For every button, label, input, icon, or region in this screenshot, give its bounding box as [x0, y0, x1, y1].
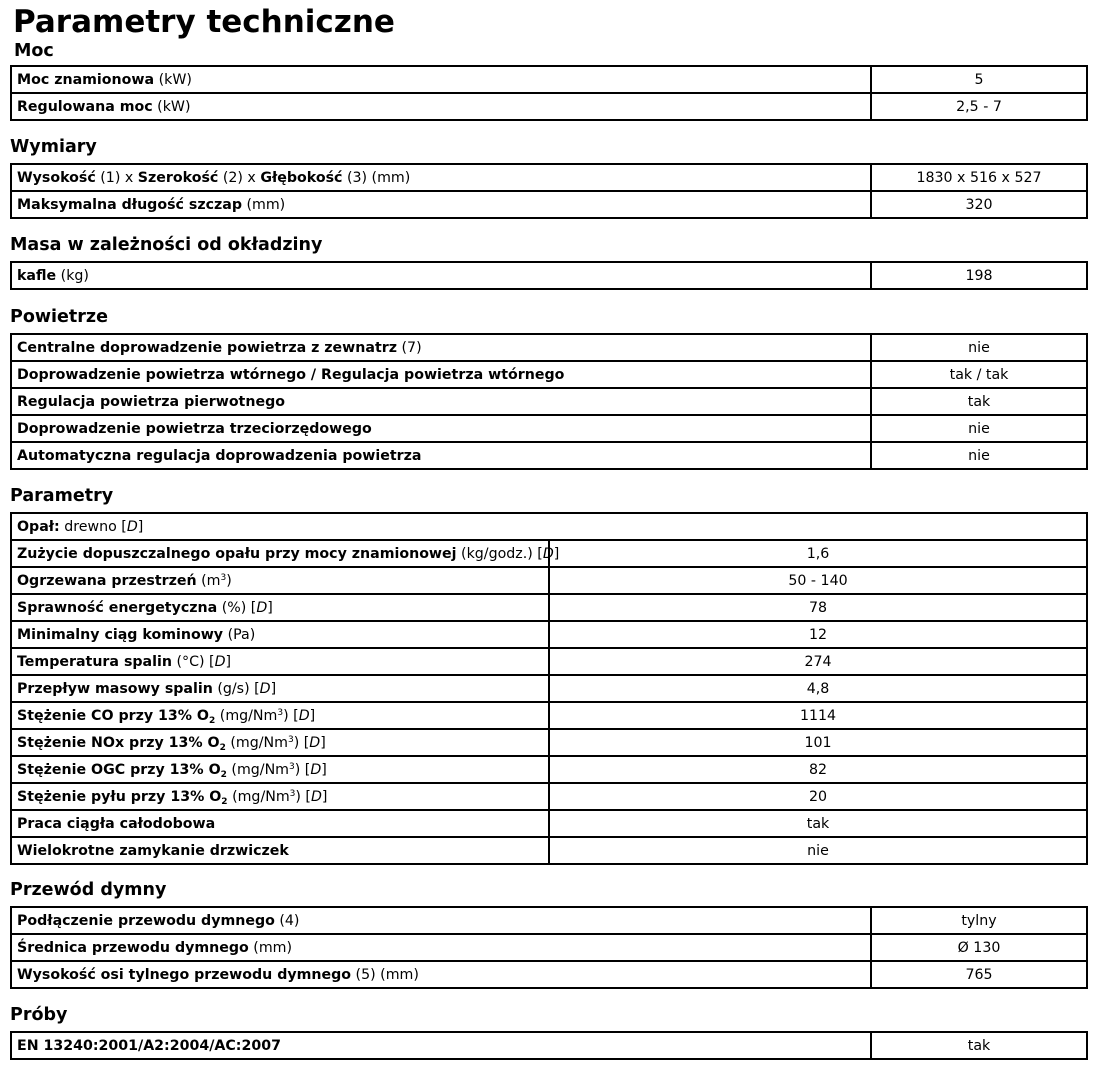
- section-title-przewod-dymny: Przewód dymny: [10, 880, 167, 900]
- section-title-powietrze: Powietrze: [10, 307, 108, 327]
- table-row: [11, 191, 1087, 218]
- row-value: nie: [871, 334, 1087, 361]
- row-value: 198: [871, 262, 1087, 289]
- row-label: Stężenie NOx przy 13% $O_2$ (mg/Nm$^3$) [D]: [11, 729, 549, 756]
- table-przewod-dymny: [10, 906, 1088, 989]
- table-row: [11, 513, 1087, 540]
- row-label: Temperatura spalin (°C) [D]: [11, 648, 549, 675]
- row-value: 765: [871, 961, 1087, 988]
- table-row: [11, 934, 1087, 961]
- table-row: [11, 66, 1087, 93]
- row-label: Centralne doprowadzenie powietrza z zewnatrz (7): [11, 334, 871, 361]
- row-label: Praca ciągła całodobowa: [11, 810, 549, 837]
- row-label: Podłączenie przewodu dymnego (4): [11, 907, 871, 934]
- row-label: Średnica przewodu dymnego (mm): [11, 934, 871, 961]
- section-title-masa: Masa w zależności od okładziny: [10, 235, 323, 255]
- table-powietrze: [10, 333, 1088, 470]
- row-label: Ogrzewana przestrzeń $(m^3)$: [11, 567, 549, 594]
- row-value: 12: [549, 621, 1087, 648]
- row-value: tak: [871, 1032, 1087, 1059]
- table-row: [11, 262, 1087, 289]
- row-label: kafle (kg): [11, 262, 871, 289]
- table-row: [11, 442, 1087, 469]
- table-row: [11, 334, 1087, 361]
- row-label: Stężenie pyłu przy 13% $O_2$ (mg/Nm$^3$) [D]: [11, 783, 549, 810]
- row-label: Minimalny ciąg kominowy (Pa): [11, 621, 549, 648]
- table-proby: [10, 1031, 1088, 1060]
- row-value: 101: [549, 729, 1087, 756]
- row-value: tak: [871, 388, 1087, 415]
- section-title-wymiary: Wymiary: [10, 137, 97, 157]
- row-label: EN 13240:2001/A2:2004/AC:2007: [11, 1032, 871, 1059]
- row-label: Doprowadzenie powietrza trzeciorzędowego: [11, 415, 871, 442]
- table-row: [11, 93, 1087, 120]
- row-label: Wysokość (1) x Szerokość (2) x Głębokość (3) (mm): [11, 164, 871, 191]
- row-label: Maksymalna długość szczap (mm): [11, 191, 871, 218]
- table-row: [11, 837, 1087, 864]
- row-label: Przepływ masowy spalin (g/s) [D]: [11, 675, 549, 702]
- row-value: 78: [549, 594, 1087, 621]
- section-title-proby: Próby: [10, 1005, 68, 1025]
- section-title-parametry: Parametry: [10, 486, 114, 506]
- row-value: 2,5 - 7: [871, 93, 1087, 120]
- table-wymiary: [10, 163, 1088, 219]
- row-label: Wysokość osi tylnego przewodu dymnego (5) (mm): [11, 961, 871, 988]
- table-row: [11, 388, 1087, 415]
- table-row: [11, 702, 1087, 729]
- row-value: 5: [871, 66, 1087, 93]
- row-label: Moc znamionowa (kW): [11, 66, 871, 93]
- row-value: 320: [871, 191, 1087, 218]
- table-row: [11, 415, 1087, 442]
- row-value: 274: [549, 648, 1087, 675]
- row-value: tak: [549, 810, 1087, 837]
- page-title: Parametry techniczne: [13, 4, 395, 40]
- row-label: Wielokrotne zamykanie drzwiczek: [11, 837, 549, 864]
- row-label: Automatyczna regulacja doprowadzenia powietrza: [11, 442, 871, 469]
- row-label-opal: Opał: drewno [D]: [11, 513, 1087, 540]
- table-parametry: [10, 512, 1088, 865]
- table-row: [11, 729, 1087, 756]
- table-row: [11, 961, 1087, 988]
- row-value: 1114: [549, 702, 1087, 729]
- row-value: tak / tak: [871, 361, 1087, 388]
- table-row: [11, 783, 1087, 810]
- row-label: Stężenie CO przy 13% $O_2$ (mg/Nm$^3$) [D]: [11, 702, 549, 729]
- row-value: Ø 130: [871, 934, 1087, 961]
- row-value: 1,6: [549, 540, 1087, 567]
- table-row: [11, 540, 1087, 567]
- row-value: nie: [871, 442, 1087, 469]
- row-value: 20: [549, 783, 1087, 810]
- row-label: Zużycie dopuszczalnego opału przy mocy znamionowej (kg/godz.) [D]: [11, 540, 549, 567]
- table-row: [11, 621, 1087, 648]
- section-title-moc: Moc: [14, 41, 54, 61]
- row-value: 82: [549, 756, 1087, 783]
- table-row: [11, 648, 1087, 675]
- table-row: [11, 810, 1087, 837]
- table-row: [11, 594, 1087, 621]
- row-label: Doprowadzenie powietrza wtórnego / Regulacja powietrza wtórnego: [11, 361, 871, 388]
- table-masa: [10, 261, 1088, 290]
- row-value: nie: [549, 837, 1087, 864]
- table-row: [11, 361, 1087, 388]
- row-value: 50 - 140: [549, 567, 1087, 594]
- row-label: Sprawność energetyczna (%) [D]: [11, 594, 549, 621]
- table-row: [11, 907, 1087, 934]
- table-row: [11, 164, 1087, 191]
- row-value: 1830 x 516 x 527: [871, 164, 1087, 191]
- row-label: Stężenie OGC przy 13% $O_2$ (mg/Nm$^3$) [D]: [11, 756, 549, 783]
- table-row: [11, 675, 1087, 702]
- table-row: [11, 567, 1087, 594]
- table-moc: [10, 65, 1088, 121]
- table-row: [11, 1032, 1087, 1059]
- row-value: nie: [871, 415, 1087, 442]
- row-label: Regulowana moc (kW): [11, 93, 871, 120]
- table-row: [11, 756, 1087, 783]
- row-label: Regulacja powietrza pierwotnego: [11, 388, 871, 415]
- row-value: tylny: [871, 907, 1087, 934]
- row-value: 4,8: [549, 675, 1087, 702]
